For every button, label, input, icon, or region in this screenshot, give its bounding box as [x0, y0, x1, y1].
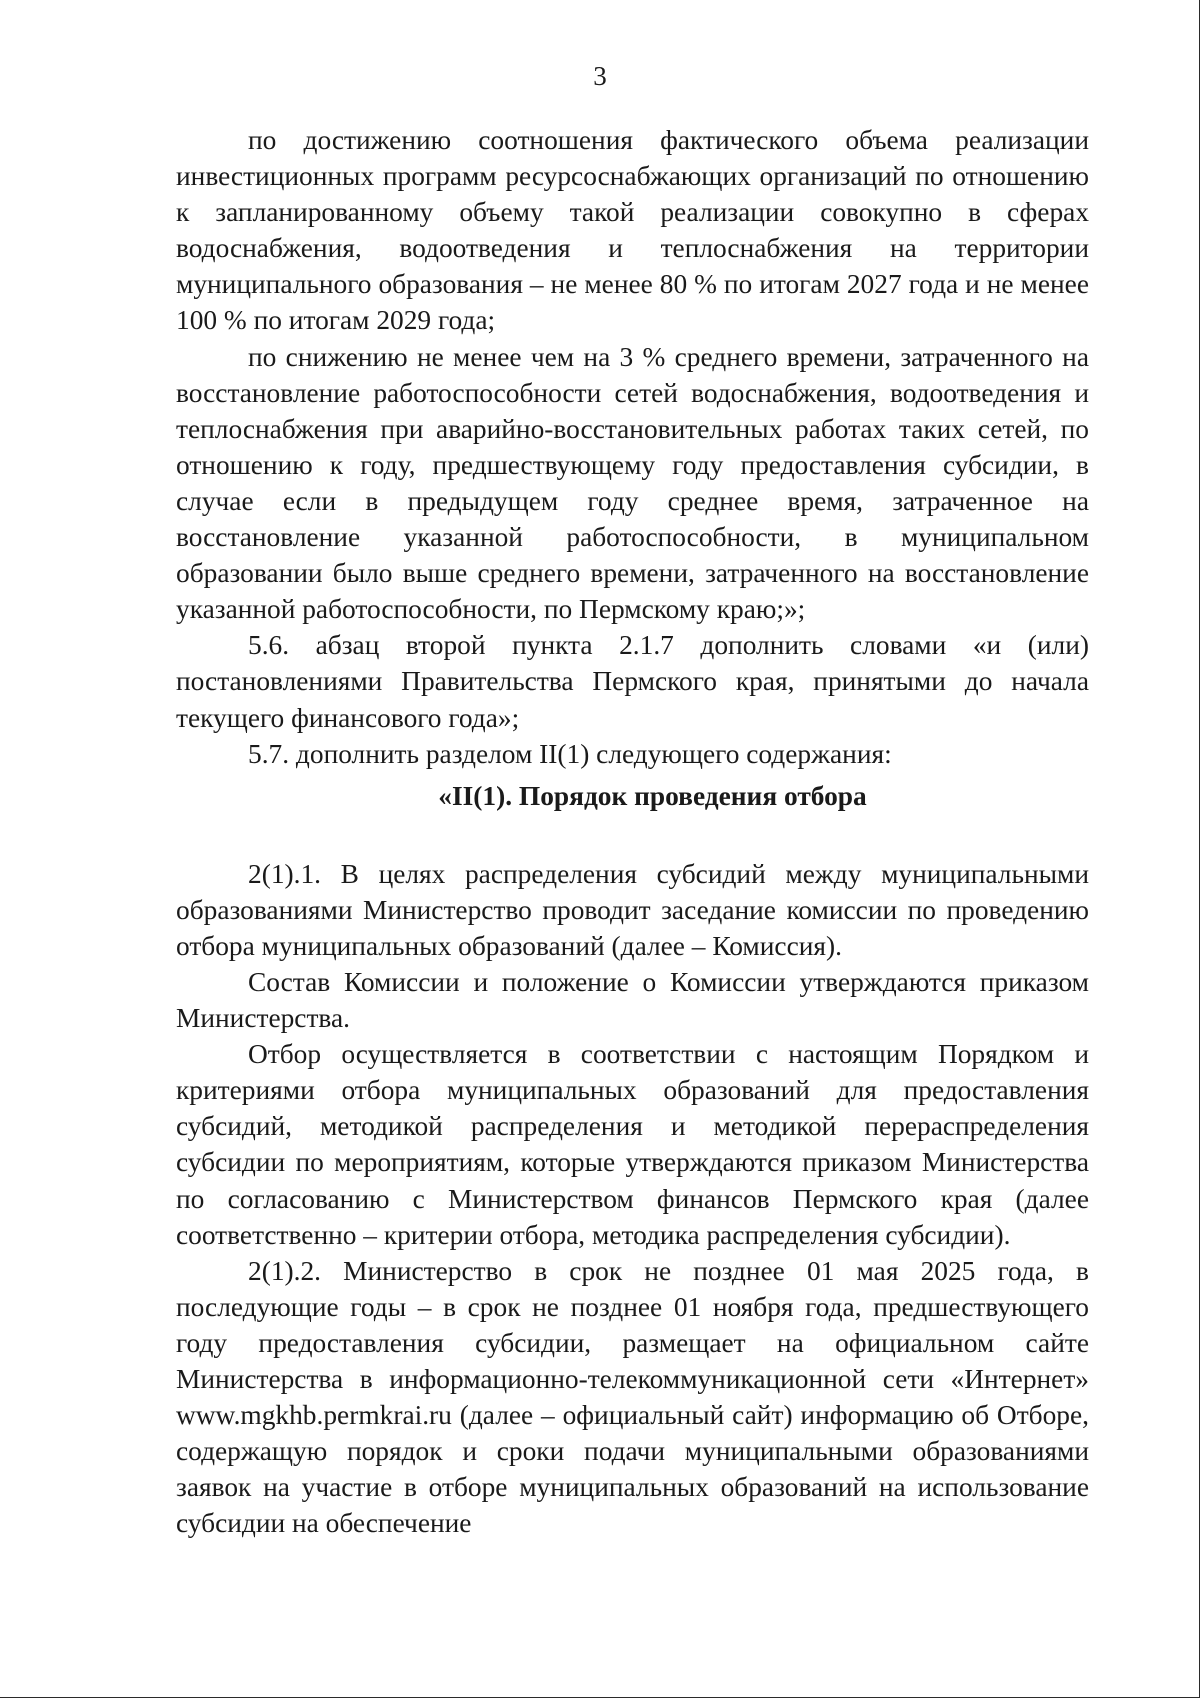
- paragraph-commission-composition: Состав Комиссии и положение о Комиссии утверждаются приказом Министерства.: [176, 966, 1089, 1034]
- page-number: 3: [593, 61, 607, 91]
- paragraph-item-5-6: 5.6. абзац второй пункта 2.1.7 дополнить словами «и (или) постановлениями Правительства Пермского края, принятыми до начала текущего финансового года»;: [176, 630, 1089, 733]
- paragraph-restoration-time: по снижению не менее чем на 3 % среднего времени, затраченного на восстановление работоспособности сетей водоснабжения, водоотведения и теплоснабжения при аварийно-восстановительных работах таких сетей, по отношению к году, предшествующему году предоставления субсидии, в случае если в предыдущем году среднее время, затраченное на восстановление указанной работоспособности, в муниципальном образовании было выше среднего времени, затраченного на восстановление указанной работоспособности, по Пермскому краю;»;: [176, 341, 1089, 625]
- section-title: «II(1). Порядок проведения отбора: [438, 780, 867, 811]
- paragraph-selection-criteria: Отбор осуществляется в соответствии с настоящим Порядком и критериями отбора муниципальных образований для предоставления субсидий, методикой распределения и методикой перераспределения субсидии по мероприятиям, которые утверждаются приказом Министерства по согласованию с Министерством финансов Пермского края (далее соответственно – критерии отбора, методика распределения субсидии).: [176, 1039, 1089, 1250]
- paragraph-investment-ratio: по достижению соотношения фактического объема реализации инвестиционных программ ресурсоснабжающих организаций по отношению к запланированному объему такой реализации совокупно в сферах водоснабжения, водоотведения и теплоснабжения на территории муниципального образования – не менее 80 % по итогам 2027 года и не менее 100 % по итогам 2029 года;: [176, 125, 1089, 336]
- document-body: [176, 122, 1089, 1541]
- paragraph-2-1-2: 2(1).2. Министерство в срок не позднее 01 мая 2025 года, в последующие годы – в срок не позднее 01 ноября года, предшествующего году предоставления субсидии, размещает на официальном сайте Министерства в информационно-телекоммуникационной сети «Интернет» www.mgkhb.permkrai.ru (далее – официальный сайт) информацию об Отборе, содержащую порядок и сроки подачи муниципальными образованиями заявок на участие в отборе муниципальных образований на использование субсидии на обеспечение: [176, 1255, 1089, 1539]
- paragraph-item-5-7: 5.7. дополнить разделом II(1) следующего содержания:: [248, 738, 892, 769]
- paragraph-2-1-1: 2(1).1. В целях распределения субсидий между муниципальными образованиями Министерство проводит заседание комиссии по проведению отбора муниципальных образований (далее – Комиссия).: [176, 858, 1089, 961]
